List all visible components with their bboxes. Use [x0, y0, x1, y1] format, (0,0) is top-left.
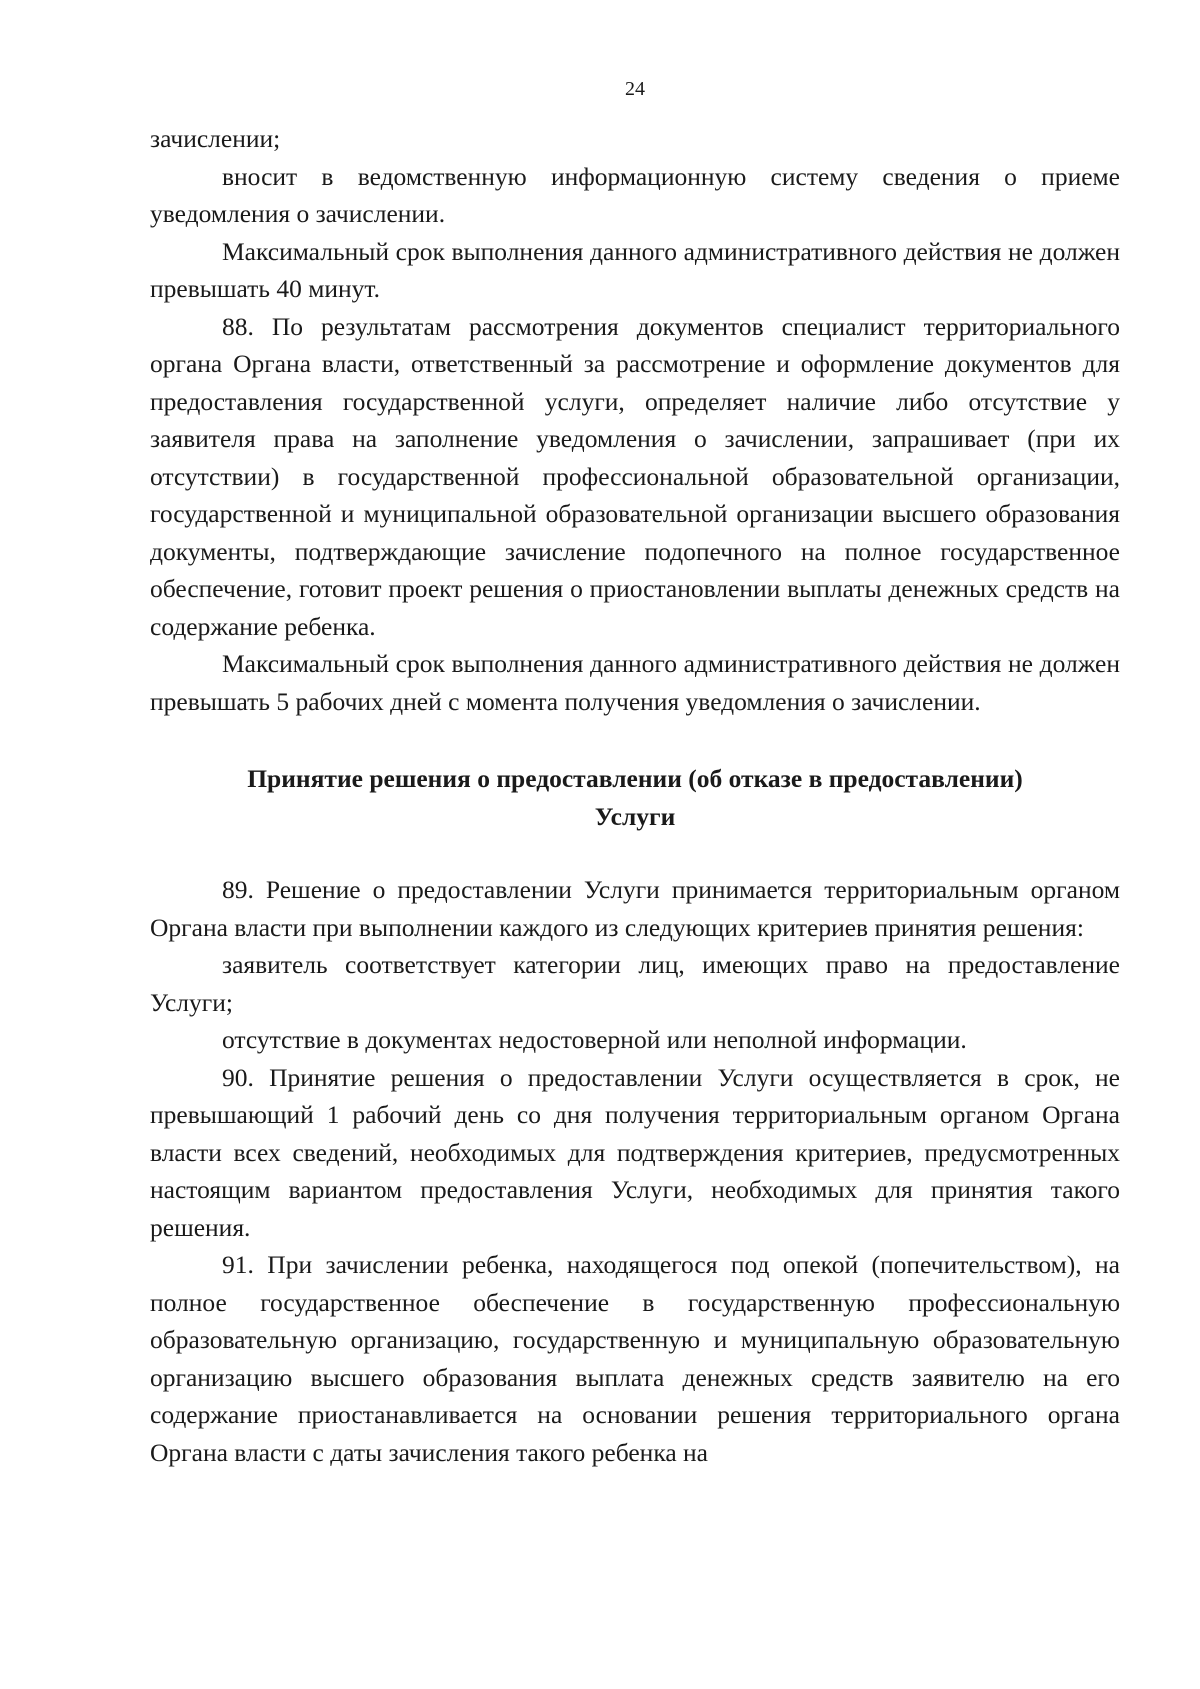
paragraph: вносит в ведомственную информационную систему сведения о приеме уведомления о зачислении.: [150, 161, 1120, 228]
criterion-item: заявитель соответствует категории лиц, имеющих право на предоставление Услуги;: [150, 950, 1120, 1017]
page-number: 24: [625, 78, 645, 100]
document-body: [150, 120, 1120, 1471]
paragraph-88: 88. По результатам рассмотрения документов специалист территориального органа Органа власти, ответственный за рассмотрение и оформление документов для предоставления государственной услуги, определяет наличие либо отсутствие у заявителя права на заполнение уведомления о зачислении, запрашивает (при их отсутствии) в государственной профессиональной образовательной организации, государственной и муниципальной образовательной организации высшего образования документы, подтверждающие зачисление подопечного на полное государственное обеспечение, готовит проект решения о приостановлении выплаты денежных средств на содержание ребенка.: [150, 311, 1120, 641]
paragraph: зачислении;: [150, 124, 281, 153]
paragraph: Максимальный срок выполнения данного административного действия не должен превышать 40 минут.: [150, 236, 1120, 303]
paragraph-91: 91. При зачислении ребенка, находящегося под опекой (попечительством), на полное государственное обеспечение в государственную профессиональную образовательную организацию, государственную и муниципальную образовательную организацию высшего образования выплата денежных средств заявителю на его содержание приостанавливается на основании решения территориального органа Органа власти с даты зачисления такого ребенка на: [150, 1250, 1120, 1467]
paragraph-89: 89. Решение о предоставлении Услуги принимается территориальным органом Органа власти при выполнении каждого из следующих критериев принятия решения:: [150, 875, 1120, 942]
paragraph: Максимальный срок выполнения данного административного действия не должен превышать 5 рабочих дней с момента получения уведомления о зачислении.: [150, 649, 1120, 716]
criterion-item: отсутствие в документах недостоверной или неполной информации.: [222, 1025, 967, 1054]
section-heading: [150, 760, 1120, 836]
paragraph-90: 90. Принятие решения о предоставлении Услуги осуществляется в срок, не превышающий 1 рабочий день со дня получения территориальным органом Органа власти всех сведений, необходимых для подтверждения критериев, предусмотренных настоящим вариантом предоставления Услуги, необходимых для принятия такого решения.: [150, 1062, 1120, 1242]
section-heading-line-2: Услуги: [594, 802, 676, 831]
section-heading-line-1: Принятие решения о предоставлении (об отказе в предоставлении): [247, 764, 1023, 793]
